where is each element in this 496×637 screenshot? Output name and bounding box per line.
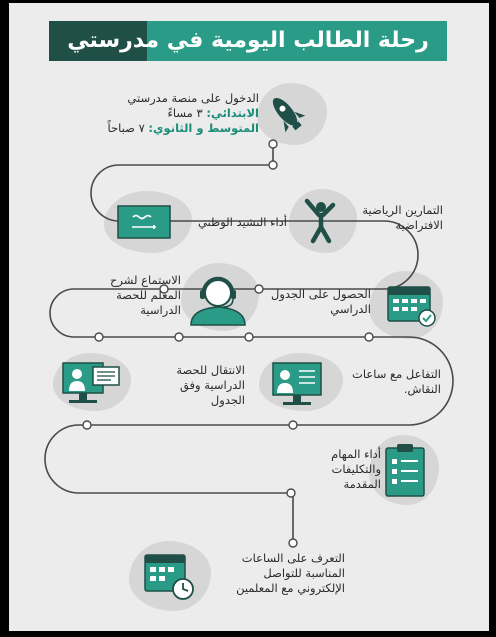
infographic-poster (9, 3, 489, 631)
step-login-text: الدخول على منصة مدرستي الابتدائي: ٣ مساءً المتوسط و الثانوي: ٧ صباحاً (107, 91, 259, 135)
path-node (83, 421, 91, 429)
step-anthem-text: أداء النشيد الوطني (197, 215, 287, 229)
path-node (245, 333, 253, 341)
teacher-screen-icon (61, 359, 123, 407)
checklist-icon (383, 443, 427, 499)
step-exercise-text: التمارين الرياضية الافتراضية (362, 203, 443, 232)
exercise-person-icon (299, 195, 343, 247)
path-node (289, 421, 297, 429)
page-title: رحلة الطالب اليومية في مدرستي (67, 28, 429, 53)
headset-person-icon (187, 269, 249, 327)
step-listen-text: الاستماع لشرح المعلم للحصة الدراسية (109, 273, 181, 317)
calendar-clock-icon (143, 551, 197, 601)
saudi-flag-icon (117, 205, 171, 239)
path-node (365, 333, 373, 341)
student-screen-icon (271, 361, 323, 409)
path-node (95, 333, 103, 341)
step-schedule-text: الحصول على الجدول الدراسي (270, 287, 371, 316)
step-move-text: الانتقال للحصة الدراسية وفق الجدول (176, 363, 245, 407)
path-node (255, 285, 263, 293)
path-node (269, 140, 277, 148)
step-interact-text: التفاعل مع ساعات النقاش. (352, 367, 441, 396)
step-tasks-text: أداء المهام والتكليفات المقدمة (331, 447, 381, 491)
path-node (175, 333, 183, 341)
path-node (289, 539, 297, 547)
step-hours-text: التعرف على الساعات المناسبة للتواصل الإلكتروني مع المعلمين (236, 551, 345, 595)
calendar-check-icon (385, 283, 439, 329)
path-node (269, 161, 277, 169)
rocket-icon (261, 89, 313, 139)
